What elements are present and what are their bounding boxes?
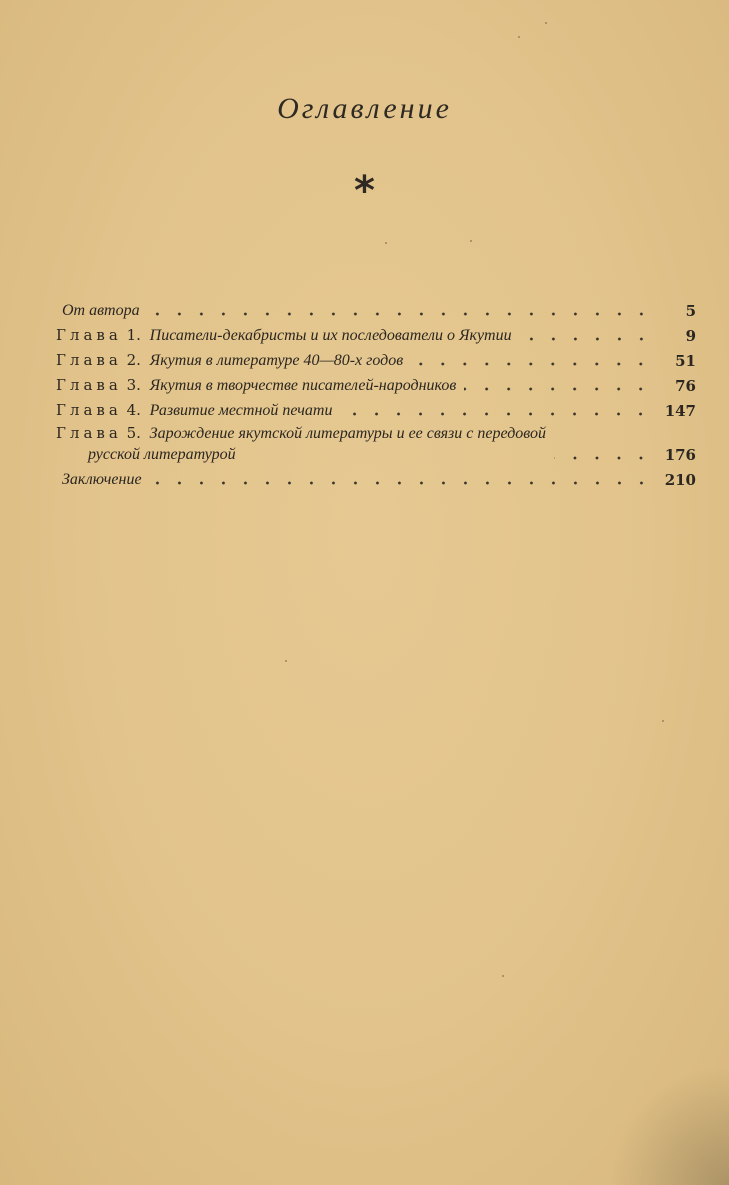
paper-speck: [518, 36, 520, 38]
toc-chapter-number: 5.: [126, 424, 141, 442]
toc-entry-page: 9: [685, 327, 696, 345]
page-title: Оглавление: [277, 92, 452, 125]
toc-chapter-number: 3.: [126, 376, 141, 394]
toc-chapter-number: 4.: [126, 401, 141, 419]
toc-entry-title-continued: русской литературой: [88, 446, 236, 463]
dot-leader: [150, 481, 652, 485]
toc-chapter-prefix: Глава: [56, 376, 122, 394]
toc-entry-page: 176: [664, 446, 696, 464]
dot-leader: [411, 362, 652, 366]
toc-entry-label: [56, 375, 456, 396]
paper-speck: [662, 720, 664, 722]
toc-chapter-prefix: Глава: [56, 401, 122, 419]
toc-entry[interactable]: [56, 296, 696, 321]
toc-entry-page: 210: [664, 471, 696, 489]
toc-entry-title: Зарождение якутской литературы и ее связи с передовой: [149, 425, 547, 442]
paper-speck: [502, 975, 504, 977]
toc-chapter-prefix: Глава: [56, 351, 122, 369]
paper-speck: [385, 242, 387, 244]
toc-entry-title: От автора: [62, 302, 140, 319]
toc-entry[interactable]: [56, 321, 696, 346]
toc-entry-title: Заключение: [62, 471, 142, 488]
paper-speck: [470, 240, 472, 242]
dot-leader: [464, 387, 652, 391]
toc-entry-title: Развитие местной печати: [149, 402, 333, 419]
paper-speck: [545, 22, 547, 24]
toc-entry-title: Якутия в литературе 40—80-х годов: [149, 352, 404, 369]
toc-entry-label: [56, 469, 142, 490]
toc-chapter-prefix: Глава: [56, 424, 122, 442]
dot-leader: [520, 337, 652, 341]
toc-entry-page: 76: [675, 377, 696, 395]
toc-entry[interactable]: [56, 421, 696, 465]
toc-chapter-number: 2.: [126, 351, 141, 369]
dot-leader: [340, 412, 652, 416]
toc-entry[interactable]: [56, 346, 696, 371]
toc-entry[interactable]: [56, 371, 696, 396]
toc-entry-label: [56, 325, 512, 346]
toc-entry[interactable]: [56, 465, 696, 490]
toc-entry-label: [56, 300, 140, 321]
toc-entry-page: 5: [685, 302, 696, 320]
paper-speck: [285, 660, 287, 662]
toc-chapter-number: 1.: [126, 326, 141, 344]
dot-leader: [554, 456, 652, 460]
table-of-contents: [56, 296, 696, 490]
toc-entry-title: Якутия в творчестве писателей-народников: [149, 377, 457, 394]
toc-entry-label: [56, 423, 546, 465]
toc-entry-label: [56, 400, 332, 421]
toc-entry-label: [56, 350, 403, 371]
toc-chapter-prefix: Глава: [56, 326, 122, 344]
toc-entry[interactable]: [56, 396, 696, 421]
dot-leader: [148, 312, 652, 316]
asterisk-ornament-icon: *: [354, 168, 375, 214]
toc-entry-title: Писатели-декабристы и их последователи о Якутии: [149, 327, 512, 344]
toc-entry-page: 147: [664, 402, 696, 420]
toc-entry-page: 51: [675, 352, 696, 370]
